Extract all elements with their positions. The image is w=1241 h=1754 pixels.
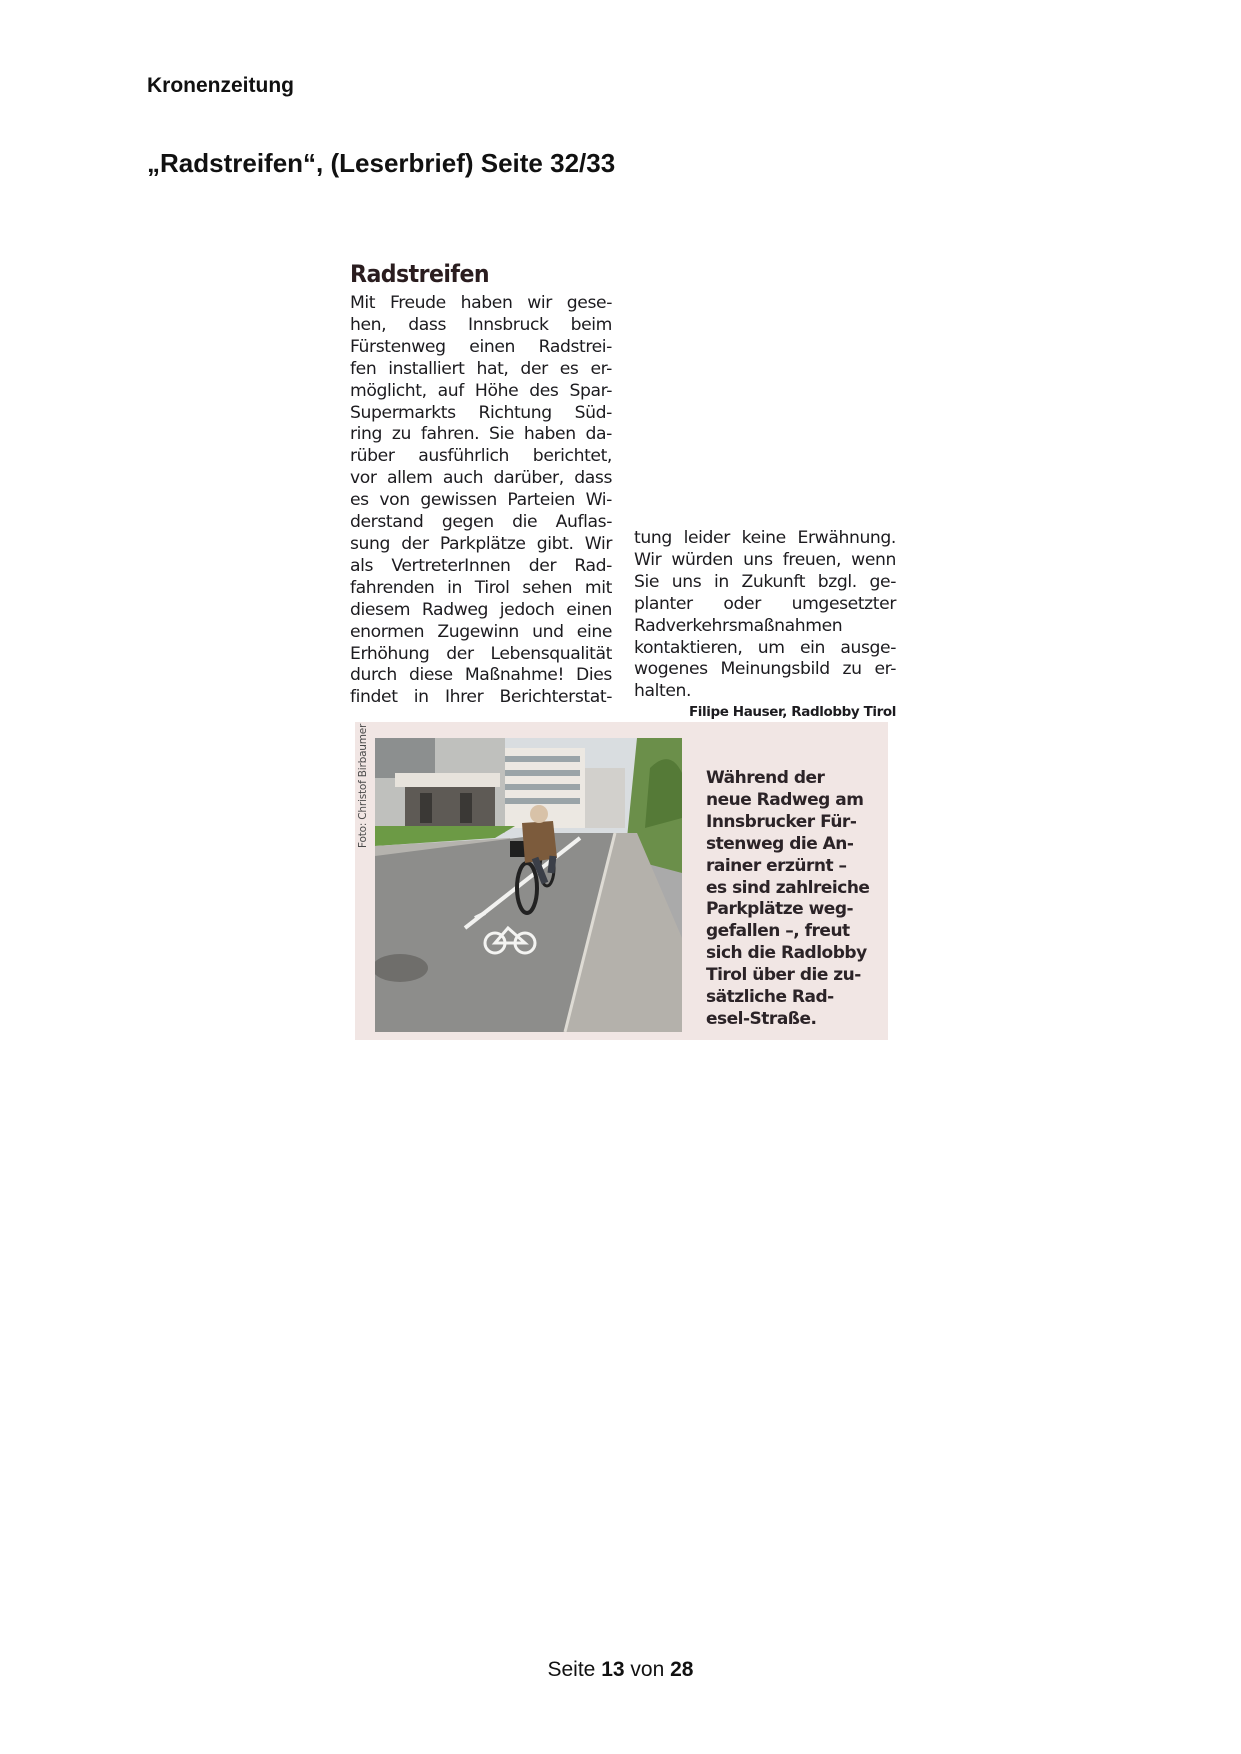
article-line: Sie uns in Zukunft bzgl. ge- [634,571,896,592]
article-line: Supermarkts Richtung Süd- [350,402,612,423]
page-footer [0,1658,1241,1682]
article-headline: Radstreifen [350,260,490,288]
article-left-column [350,293,612,709]
article-line: ring zu fahren. Sie haben da- [350,424,612,445]
article-line: kontaktieren, um ein ausge- [634,637,896,658]
article-line: vor allem auch darüber, dass [350,468,612,489]
article-line: es von gewissen Parteien Wi- [350,490,612,511]
caption-line: gefallen –, freut [706,921,850,942]
article-line: planter oder umgesetzter [634,593,896,614]
footer-page-number: 13 [601,1658,625,1681]
article-line: Wir würden uns freuen, wenn [634,549,896,570]
article-line: als VertreterInnen der Rad- [350,555,612,576]
caption-line: Tirol über die zu- [706,965,861,986]
caption-line: stenweg die An- [706,833,854,854]
article-line: Fürstenweg einen Radstrei- [350,336,612,357]
article-line: fen installiert hat, der es er- [350,358,612,379]
photo-credit: Foto: Christof Birbaumer [357,723,369,848]
article-line: Mit Freude haben wir gese- [350,293,612,313]
caption-line: Während der [706,768,825,788]
article-line: durch diese Maßnahme! Dies [350,665,612,686]
article-line: findet in Ihrer Berichterstat- [350,687,612,708]
page-title: „Radstreifen“, (Leserbrief) Seite 32/33 [147,148,616,178]
caption-line: esel-Straße. [706,1008,817,1029]
article-line: hen, dass Innsbruck beim [350,314,612,335]
article-line: wogenes Meinungsbild zu er- [634,659,896,680]
footer-prefix: Seite [547,1658,596,1681]
article-line: möglicht, auf Höhe des Spar- [350,380,612,401]
article-line: rüber ausführlich berichtet, [350,446,612,467]
cyclist-photo [375,738,682,1032]
article-line: tung leider keine Erwähnung. [634,528,896,548]
article-line: derstand gegen die Auflas- [350,512,612,533]
footer-middle: von [630,1658,665,1681]
publication-name: Kronenzeitung [147,74,294,97]
article-line: enormen Zugewinn und eine [350,621,612,642]
caption-line: sich die Radlobby [706,943,867,964]
caption-line: rainer erzürnt – [706,855,847,876]
caption-line: Parkplätze weg- [706,899,854,920]
caption-line: neue Radweg am [706,789,864,810]
article-line: fahrenden in Tirol sehen mit [350,577,612,598]
article-line: sung der Parkplätze gibt. Wir [350,533,612,554]
article-line: diesem Radweg jedoch einen [350,599,612,620]
photo-caption [706,768,886,1031]
caption-line: es sind zahlreiche [706,877,870,898]
cyclist-photo-illustration [375,738,682,1032]
article-line: Radverkehrsmaßnahmen [634,615,843,636]
caption-line: Innsbrucker Für- [706,811,857,832]
footer-page-total: 28 [670,1658,694,1681]
letter-signature: Filipe Hauser, Radlobby Tirol [688,704,896,720]
article-line: halten. [634,681,692,702]
caption-line: sätzliche Rad- [706,987,834,1008]
article-line: Erhöhung der Lebensqualität [350,643,612,664]
photo-box [355,722,888,1040]
newspaper-clipping [340,250,910,1050]
article-right-column [634,528,896,703]
